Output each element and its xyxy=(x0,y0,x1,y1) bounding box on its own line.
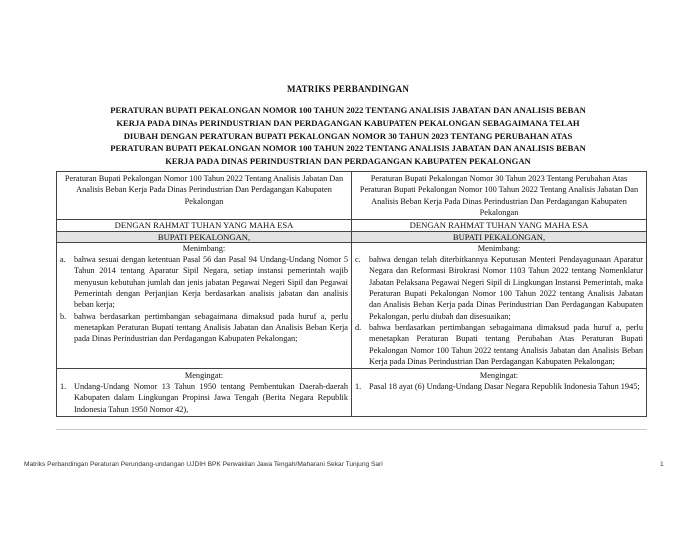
list-text: Pasal 18 ayat (6) Undang-Undang Dasar Negara Republik Indonesia Tahun 1945; xyxy=(369,382,640,392)
list-marker: 1. xyxy=(60,382,67,392)
banner-row-2 xyxy=(57,231,647,243)
list-item xyxy=(355,381,643,392)
right-banner-1: DENGAN RAHMAT TUHAN YANG MAHA ESA xyxy=(352,220,647,232)
list-text: Undang-Undang Nomor 13 Tahun 1950 tentang Pembentukan Daerah-daerah Kabupaten dalam Lingkungan Propinsi Jawa Tengah (Berita Negara Republik Indonesia Tahun 1950 Nomor 42), xyxy=(74,382,348,414)
list-item xyxy=(355,254,643,322)
banner-row-1 xyxy=(57,220,647,232)
menimbang-row xyxy=(57,243,647,369)
right-mengingat-cell xyxy=(352,369,647,417)
right-heading: Peraturan Bupati Pekalongan Nomor 30 Tahun 2023 Tentang Perubahan Atas Peraturan Bupati Pekalongan Nomor 100 Tahun 2022 Tentang Analisis Jabatan Dan Analisis Beban Kerja Pada Dinas Perindustrian Dan Perdagangan Kabupaten Pekalongan xyxy=(352,172,647,220)
list-item xyxy=(60,311,348,345)
list-item xyxy=(60,254,348,310)
heading-row xyxy=(57,172,647,220)
left-banner-2: BUPATI PEKALONGAN, xyxy=(57,231,352,243)
left-mengingat-cell xyxy=(57,369,352,417)
subtitle-line: PERATURAN BUPATI PEKALONGAN NOMOR 100 TAHUN 2022 TENTANG ANALISIS JABATAN DAN ANALISIS BEBAN xyxy=(110,105,586,115)
list-item xyxy=(355,322,643,367)
left-heading: Peraturan Bupati Pekalongan Nomor 100 Tahun 2022 Tentang Analisis Jabatan Dan Analisis Beban Kerja Pada Dinas Perindustrian Dan Perdagangan Kabupaten Pekalongan xyxy=(57,172,352,220)
document-subtitle xyxy=(68,104,628,168)
menimbang-label: Menimbang: xyxy=(477,244,521,254)
subtitle-line: KERJA PADA DINAs PERINDUSTRIAN DAN PERDAGANGAN KABUPATEN PEKALONGAN SEBAGAIMANA TELAH xyxy=(116,117,580,128)
subtitle-line: DIUBAH DENGAN PERATURAN BUPATI PEKALONGAN NOMOR 30 TAHUN 2023 TENTANG PERUBAHAN ATAS xyxy=(123,130,573,141)
list-text: bahwa dengan telah diterbitkannya Keputusan Menteri Pendayagunaan Aparatur Negara dan Reformasi Birokrasi Nomor 1103 Tahun 2022 tentang Nomenklatur Jabatan Pelaksana Pegawai Negeri Sipil di Lingkungan Instansi Pemerintah, maka Peraturan Bupati Pekalongan Nomor 100 Tahun 2022 tentang Analisis Jabatan dan Analisis Beban Kerja pada Dinas Perindustrian Dan Perdagangan Kabupaten Pekalongan, perlu diubah dan disesuaikan; xyxy=(369,255,643,321)
list-marker: a. xyxy=(60,255,66,265)
list-marker: b. xyxy=(60,311,67,321)
menimbang-label: Menimbang: xyxy=(182,244,226,254)
right-menimbang-cell xyxy=(352,243,647,369)
list-text: bahwa berdasarkan pertimbangan sebagaimana dimaksud pada huruf a, perlu menetapkan Peraturan Bupati tentang Analisis Jabatan dan Analisis Beban Kerja pada Dinas Perindustrian dan Perdagangan Kabupaten Pekalongan; xyxy=(74,311,348,344)
subtitle-line: PERATURAN BUPATI PEKALONGAN NOMOR 100 TAHUN 2022 TENTANG ANALISIS JABATAN DAN ANALISIS BEBAN xyxy=(110,143,586,154)
mengingat-row xyxy=(57,369,647,417)
mengingat-label: Mengingat: xyxy=(479,371,519,381)
right-banner-2: BUPATI PEKALONGAN, xyxy=(352,231,647,243)
list-text: bahwa sesuai dengan ketentuan Pasal 56 dan Pasal 94 Undang-Undang Nomor 5 Tahun 2014 tentang Aparatur Sipil Negara, setiap instansi pemerintah wajib menyusun kebutuhan jumlah dan jenis jabatan Pegawai Negeri Sipil dan Pegawai Pemerintah dengan Perjanjian Kerja berdasarkan analisis jabatan dan analisis beban kerja; xyxy=(74,255,348,310)
subtitle-line: KERJA PADA DINAS PERINDUSTRIAN DAN PERDAGANGAN KABUPATEN PEKALONGAN xyxy=(165,156,531,167)
left-banner-1: DENGAN RAHMAT TUHAN YANG MAHA ESA xyxy=(57,220,352,232)
footer-divider xyxy=(56,429,647,430)
list-marker: 1. xyxy=(355,382,362,392)
document-title: MATRIKS PERBANDINGAN xyxy=(286,84,410,94)
page-number: 1 xyxy=(660,461,664,468)
mengingat-label: Mengingat: xyxy=(184,371,224,381)
list-item xyxy=(60,381,348,415)
left-menimbang-cell xyxy=(57,243,352,369)
list-marker: c. xyxy=(355,255,361,265)
list-text: bahwa berdasarkan pertimbangan sebagaimana dimaksud pada huruf a, perlu menetapkan Peraturan Bupati tentang Perubahan Atas Peraturan Bupati Pekalongan Nomor 100 Tahun 2022 tentang Analisis Jabatan dan Analisis Beban Kerja pada Dinas Perindustrian Dan Perdagangan Kabupaten Pekalongan; xyxy=(369,322,643,366)
page-footer: Matriks Perbandingan Peraturan Perundang-undangan UJDIH BPK Perwakilan Jawa Tengah/Maharani Sekar Tunjung Sari xyxy=(24,461,383,468)
list-marker: d. xyxy=(355,322,362,332)
comparison-table xyxy=(56,171,647,417)
